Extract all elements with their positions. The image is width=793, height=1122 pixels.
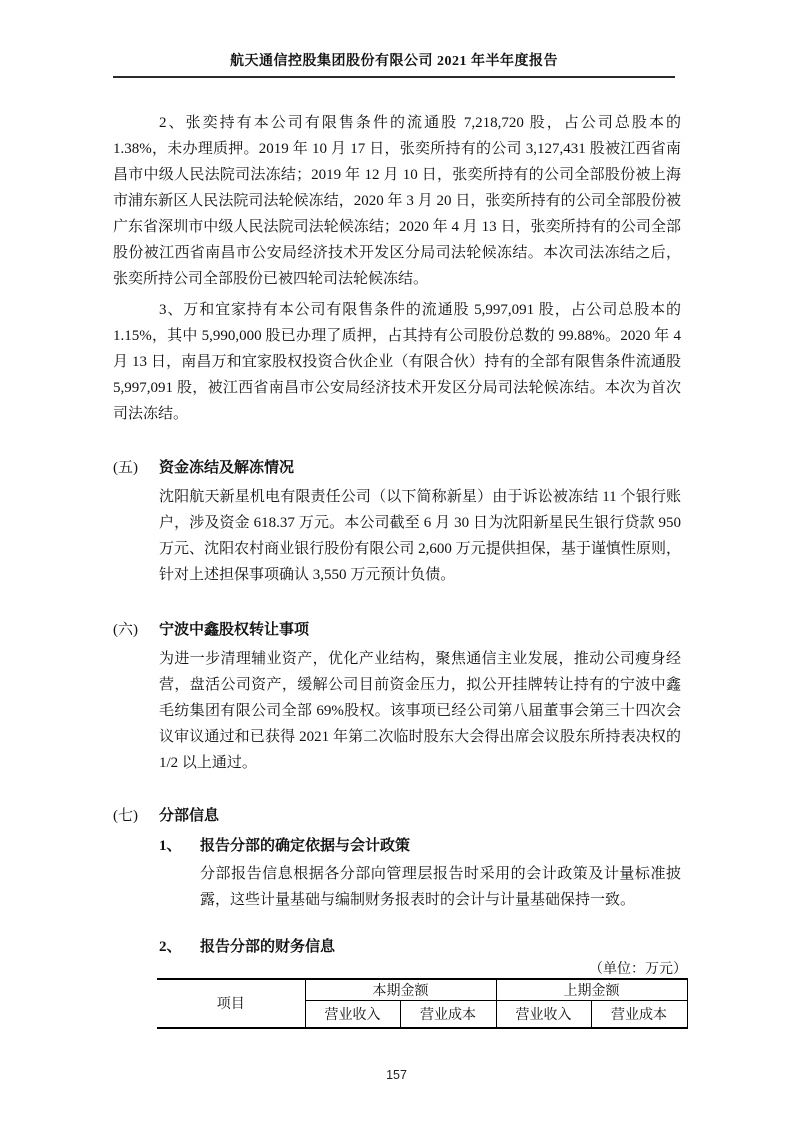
report-header-title: 航天通信控股集团股份有限公司 2021 年半年度报告 — [230, 54, 558, 69]
table-header-prior-period: 上期金额 — [496, 979, 687, 1001]
section-number: (五) — [113, 460, 138, 476]
paragraph-share-freeze-zhangyi: 2、张奕持有本公司有限售条件的流通股 7,218,720 股，占公司总股本的 1.38%，未办理质押。2019 年 10 月 17 日，张奕所持有的公司 3,127,431 股被江西省南昌市中级人民法院司法冻结；2019 年 12 月 10 日，张奕所持有的公司全部股份被上海市浦东新区人民法院司法轮候冻结，2020 年 3 月 20 日，张奕所持有的公司全部股份被广东省深圳市中级人民法院司法轮候冻结；2020 年 4 月 13 日，张奕所持有的公司全部股份被江西省南昌市公安局经济技术开发区分局司法轮候冻结。本次司法冻结之后，张奕所持公司全部股份已被四轮司法轮候冻结。 — [113, 115, 681, 287]
subsection-number: 2、 — [159, 939, 182, 955]
table-unit-note: （单位：万元） — [589, 962, 687, 977]
subsection-heading — [159, 833, 681, 859]
page-content — [113, 75, 687, 1029]
section-ningbo-heading — [113, 617, 681, 643]
table-header-row-groups — [157, 979, 687, 1001]
table-header-cost-current: 营业成本 — [400, 1001, 496, 1028]
section-title: 宁波中鑫股权转让事项 — [159, 622, 310, 638]
table-header-revenue-current: 营业收入 — [305, 1001, 400, 1028]
section-ningbo-body: 为进一步清理辅业资产，优化产业结构，聚焦通信主业发展，推动公司瘦身经营，盘活公司资产，缓解公司目前资金压力，拟公开挂牌转让持有的宁波中鑫毛纺集团有限公司全部 69%股权。该事项已经公司第八届董事会第三十四次会议审议通过和已获得 2021 年第二次临时股东大会得出席会议股东所持表决权的 1/2 以上通过。 — [159, 651, 681, 771]
table-header-cost-prior: 营业成本 — [591, 1001, 687, 1028]
table-header-current-period: 本期金额 — [305, 979, 496, 1001]
table-header-revenue-prior: 营业收入 — [496, 1001, 591, 1028]
page-number: 157 — [386, 1068, 407, 1082]
section-number: (六) — [113, 622, 138, 638]
section-segment-info — [113, 803, 687, 1029]
page-header — [113, 0, 675, 78]
subsection-heading — [159, 934, 681, 960]
subsection-title: 报告分部的确定依据与会计政策 — [200, 838, 411, 854]
section-fund-freeze-heading — [113, 455, 681, 481]
section-title: 资金冻结及解冻情况 — [159, 460, 295, 476]
subsection-title: 报告分部的财务信息 — [200, 939, 336, 955]
segment-financials-table — [157, 978, 688, 1029]
subsection-number: 1、 — [159, 838, 182, 854]
section-title: 分部信息 — [159, 808, 220, 824]
section-fund-freeze-body: 沈阳航天新星机电有限责任公司（以下简称新星）由于诉讼被冻结 11 个银行账户，涉及资金 618.37 万元。本公司截至 6 月 30 日为沈阳新星民生银行贷款 950 万元、沈阳农村商业银行股份有限公司 2,600 万元提供担保，基于谨慎性原则，针对上述担保事项确认 3,550 万元预计负债。 — [159, 489, 681, 583]
subsection-segment-basis — [159, 833, 681, 913]
subsection-segment-basis-body: 分部报告信息根据各分部向管理层报告时采用的会计政策及计量标准披露，这些计量基础与编制财务报表时的会计与计量基础保持一致。 — [200, 866, 681, 908]
paragraph-share-freeze-wanheyijia: 3、万和宜家持有本公司有限售条件的流通股 5,997,091 股，占公司总股本的 1.15%，其中 5,990,000 股已办理了质押，占其持有公司股份总数的 99.88%。2020 年 4 月 13 日，南昌万和宜家股权投资合伙企业（有限合伙）持有的全部有限售条件流通股 5,997,091 股，被江西省南昌市公安局经济技术开发区分局司法轮候冻结。本次为首次司法冻结。 — [113, 302, 681, 422]
table-header-item: 项目 — [216, 997, 245, 1013]
section-segment-heading — [113, 803, 681, 829]
section-ningbo-zhongxin-transfer — [113, 617, 681, 776]
section-fund-freeze — [113, 455, 681, 588]
page-footer — [0, 1066, 793, 1084]
subsection-segment-financials — [159, 934, 687, 1029]
section-number: (七) — [113, 808, 138, 824]
